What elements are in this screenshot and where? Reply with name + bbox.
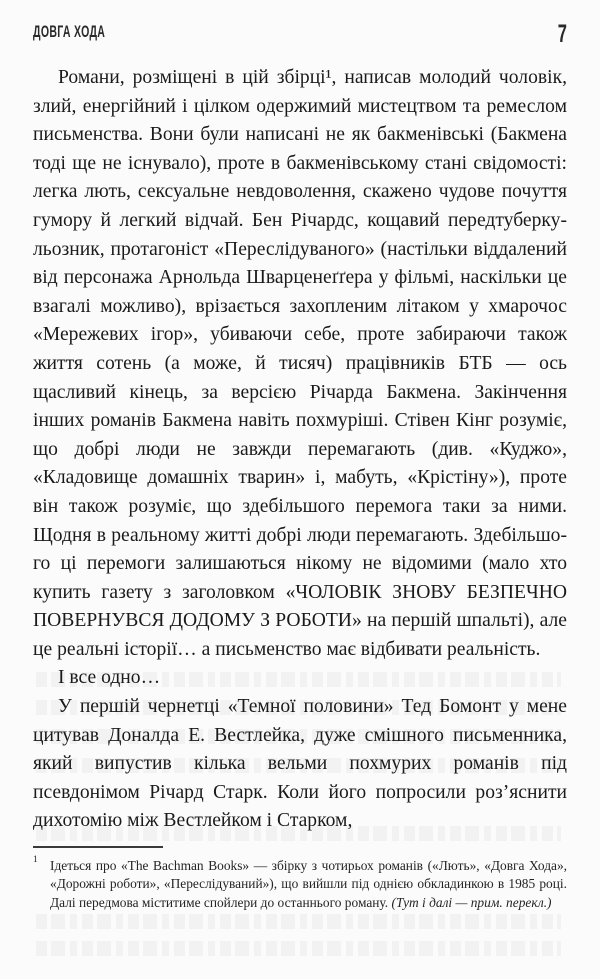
scan-showthrough bbox=[36, 914, 561, 929]
scan-showthrough bbox=[36, 941, 561, 956]
page-number: 7 bbox=[557, 20, 567, 48]
body-text bbox=[33, 64, 567, 836]
paragraph: І все одно… bbox=[58, 667, 161, 689]
footnote bbox=[33, 857, 567, 912]
footnote-paragraph bbox=[33, 857, 567, 912]
footnote-marker: 1 bbox=[33, 855, 38, 865]
footnote-translator-note: (Тут і далі — прим. перекл.) bbox=[391, 894, 552, 910]
footnote-separator-rule bbox=[33, 846, 163, 848]
paragraph: У першій чернетці «Темної половини» Тед Бомонт у мене цитував Доналда Е. Вестлейка, дуже смішного письменника, який випустив кілька вельми похмурих романів під псевдонімом Річард Старк. Коли його попросили роз’яснити дихотомію між Вестлейком і Старком, bbox=[33, 696, 567, 832]
paragraph: Романи, розміщені в цій збірці¹, написав молодий чоловік, злий, енергійний і цілком одержимий мистецтвом та ремеслом письменства. Вони були написані не як бакменівські (Бакмена тоді ще не існувало), проте в бакменівському стані свідомості: легка лють, сексуальне невдоволення, скажено чудове почуття гумору й легкий відчай. Бен Річардс, кощавий передтуберкульозник, протагоніст «Переслідуваного» (настільки віддалений від персонажа Арнольда Шварценеґґера у фільмі, наскільки це взагалі можливо), врізається захопленим літаком у хмарочос «Мережевих ігор», убиваючи себе, проте забираючи також життя сотень (а може, й тисяч) працівників БТБ — ось щасливий кінець, за версією Річарда Бакмена. Закінчення інших романів Бакмена навіть похмуріші. Стівен Кінг розуміє, що добрі люди не завжди перемагають (див. «Куджо», «Кладовище домашніх тварин» і, мабуть, «Крістіну»), проте він також розуміє, що здебільшого перемога таки за ними. Щодня в реальному житті добрі люди перемагають. Здебільшого ці перемоги залишаються нікому не відомими (мало хто купить газету з заголовком «ЧОЛОВІК ЗНОВУ БЕЗПЕЧНО ПОВЕРНУВСЯ ДОДОМУ З РОБОТИ» на першій шпальті), але це реальні історії… а письменство має відбивати реальність. bbox=[33, 67, 567, 660]
running-head-title: ДОВГА ХОДА bbox=[33, 22, 106, 41]
running-head bbox=[33, 22, 567, 56]
footnote-text: Ідеться про «The Bachman Books» — збірку з чотирьох романів («Лють», «Довга Хода», «Дорожні роботи», «Переслідуваний»), що вийшли під однією обкладинкою в 1985 році. Далі передмова міститиме спойлери до останнього роману. bbox=[50, 858, 567, 910]
